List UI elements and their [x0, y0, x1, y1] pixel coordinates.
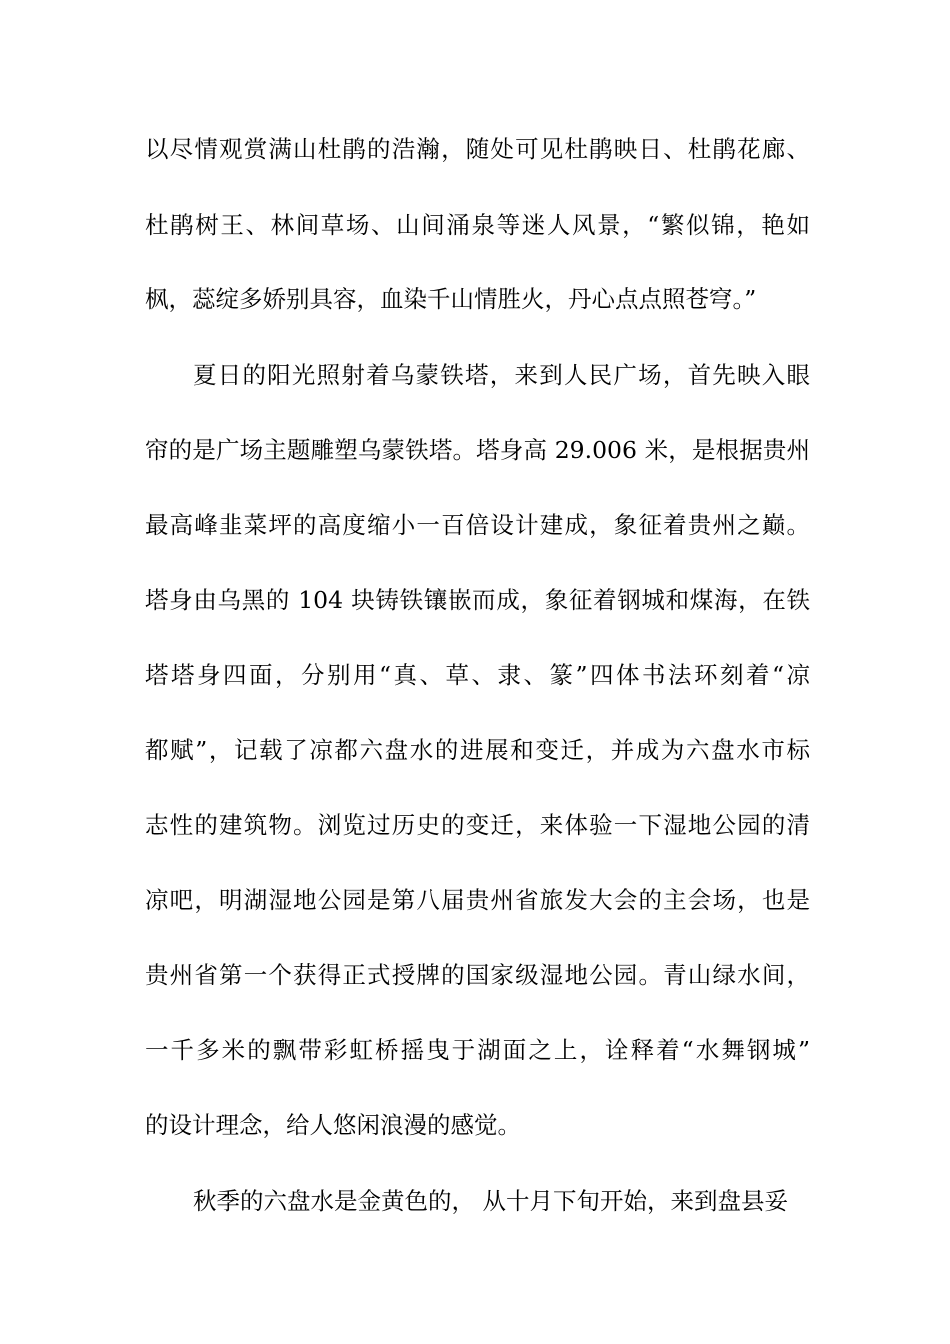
- text-line: 塔身由乌黑的 104 块铸铁镶嵌而成，象征着钢城和煤海，在铁: [145, 586, 810, 614]
- text-line: 凉吧，明湖湿地公园是第八届贵州省旅发大会的主会场，也是: [145, 886, 810, 914]
- text-line: 志性的建筑物。浏览过历史的变迁，来体验一下湿地公园的清: [145, 811, 810, 839]
- text-line: 贵州省第一个获得正式授牌的国家级湿地公园。青山绿水间，: [145, 961, 810, 989]
- text-line: 一千多米的飘带彩虹桥摇曳于湖面之上，诠释着“水舞钢城”: [145, 1036, 810, 1064]
- text-line: 杜鹃树王、林间草场、山间涌泉等迷人风景，“繁似锦，艳如: [145, 211, 810, 239]
- text-line: 的设计理念，给人悠闲浪漫的感觉。: [145, 1111, 521, 1139]
- paragraph-first-line: 秋季的六盘水是金黄色的， 从十月下旬开始，来到盘县妥: [193, 1187, 788, 1215]
- text-line: 塔塔身四面，分别用“真、草、隶、篆”四体书法环刻着“凉: [145, 661, 810, 689]
- paragraph-first-line: 夏日的阳光照射着乌蒙铁塔，来到人民广场，首先映入眼: [193, 361, 810, 389]
- text-line: 枫，蕊绽多娇别具容，血染千山情胜火，丹心点点照苍穹。”: [145, 285, 757, 313]
- text-line: 帘的是广场主题雕塑乌蒙铁塔。塔身高 29.006 米，是根据贵州: [145, 436, 810, 464]
- text-line: 最高峰韭菜坪的高度缩小一百倍设计建成，象征着贵州之巅。: [145, 511, 810, 539]
- text-line: 都赋”，记载了凉都六盘水的进展和变迁，并成为六盘水市标: [145, 736, 810, 764]
- text-line: 以尽情观赏满山杜鹃的浩瀚，随处可见杜鹃映日、杜鹃花廊、: [145, 135, 810, 163]
